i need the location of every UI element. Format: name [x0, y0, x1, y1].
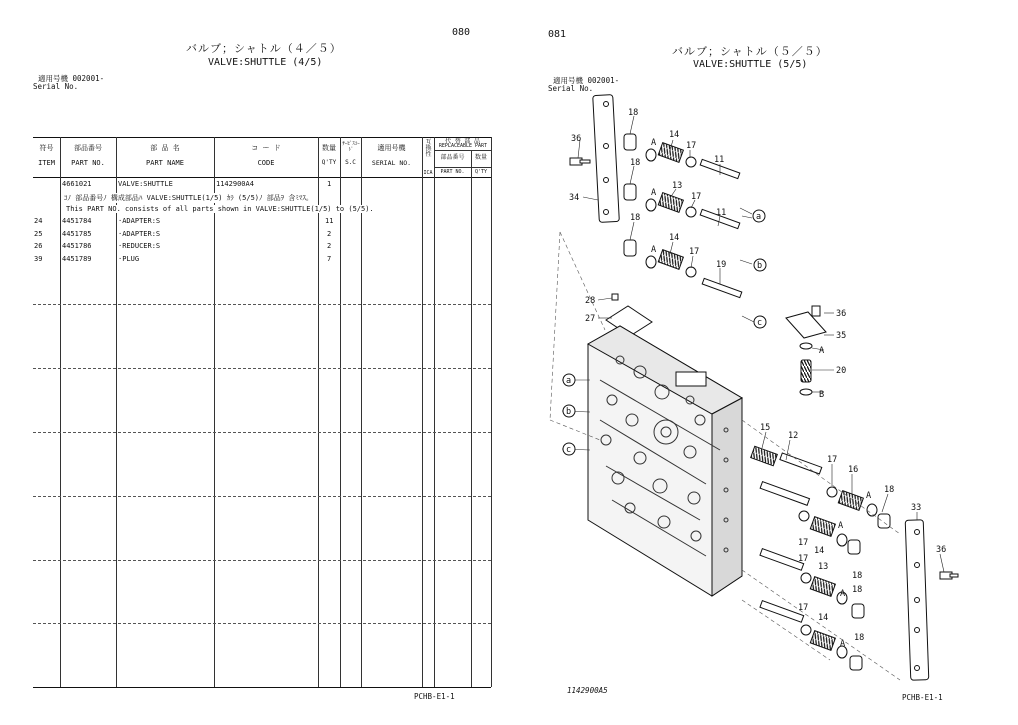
- callout-18: 18: [630, 213, 641, 223]
- right-footer-code: PCHB-E1-1: [902, 693, 943, 702]
- drawing-code: 1142900A5: [567, 686, 608, 695]
- callout-36: 36: [936, 545, 947, 555]
- row-part-no: 4451786: [62, 242, 92, 250]
- callout-17: 17: [689, 247, 700, 257]
- row-qty: 11: [325, 217, 334, 225]
- callout-18: 18: [852, 571, 863, 581]
- hdr-qty-jp: 数量: [322, 144, 336, 152]
- callout-11: 11: [714, 155, 725, 165]
- callout-B: B: [819, 390, 825, 400]
- callout-18: 18: [852, 585, 863, 595]
- left-footer-code: PCHB-E1-1: [414, 692, 455, 701]
- callout-A: A: [866, 491, 872, 501]
- callout-15: 15: [760, 423, 771, 433]
- callout-36: 36: [836, 309, 847, 319]
- hdr-repl-jp: 代 替 部 品: [445, 138, 480, 145]
- ref-a: a: [566, 376, 572, 386]
- hdr-repl-partno-jp: 部品番号: [440, 154, 465, 161]
- hdr-item-en: ITEM: [38, 159, 55, 167]
- callout-14: 14: [814, 546, 825, 556]
- hdr-qty-en: Q'TY: [321, 159, 337, 166]
- callout-16: 16: [848, 465, 859, 475]
- assembly-note-jp: ｺﾉ 部品番号ﾉ 構成部品ﾊ VALVE:SHUTTLE(1/5) ｶﾗ (5/5)ﾉ 部品ｦ 含ﾐﾏｽ。: [64, 194, 313, 202]
- hdr-ica-jp: 互換性: [425, 139, 432, 158]
- row-item: 25: [34, 230, 43, 238]
- hdr-partno-jp: 部品番号: [74, 144, 102, 152]
- callout-A: A: [840, 639, 846, 649]
- callout-28: 28: [585, 296, 596, 306]
- hdr-repl-qty-jp: 数量: [474, 154, 487, 161]
- ref-b: b: [757, 261, 763, 271]
- callout-35: 35: [836, 331, 847, 341]
- ref-c: c: [757, 318, 763, 328]
- hdr-repl-partno-en: PART NO.: [440, 169, 465, 175]
- callout-A: A: [651, 188, 657, 198]
- row-item: 39: [34, 255, 43, 263]
- hdr-serial-jp: 適用号機: [377, 144, 406, 152]
- callout-11: 11: [716, 208, 727, 218]
- plate-34: [593, 95, 620, 223]
- hdr-ica-en: ICA: [423, 170, 433, 176]
- callout-A: A: [819, 346, 825, 356]
- hdr-sc-jp: ｻｰﾋﾞｽｺｰﾄﾞ: [342, 141, 360, 153]
- right-page-number: 081: [548, 29, 567, 40]
- bolt-36-top: [570, 158, 590, 165]
- left-page-number: 080: [452, 27, 471, 38]
- callout-13: 13: [818, 562, 829, 572]
- callout-17: 17: [686, 141, 697, 151]
- callout-33: 33: [911, 503, 922, 513]
- callout-20: 20: [836, 366, 847, 376]
- hdr-serial-en: SERIAL NO.: [371, 159, 412, 167]
- hdr-sc-en: S.C: [345, 159, 356, 166]
- hdr-partname-jp: 部 品 名: [150, 144, 180, 152]
- row-item: 26: [34, 242, 43, 250]
- callout-36: 36: [571, 134, 582, 144]
- ref-c: c: [566, 445, 572, 455]
- row-part-no: 4451789: [62, 255, 92, 263]
- row-item: 24: [34, 217, 43, 225]
- hdr-code-jp: コ ー ド: [251, 144, 281, 152]
- ref-b: b: [566, 407, 572, 417]
- left-title-en: VALVE:SHUTTLE (4/5): [208, 57, 323, 68]
- right-title-jp: バルブ；シャトル（５／５）: [672, 45, 828, 58]
- callout-17: 17: [798, 603, 809, 613]
- callout-27: 27: [585, 314, 596, 324]
- callout-18: 18: [630, 158, 641, 168]
- callout-A: A: [840, 589, 846, 599]
- callout-17: 17: [827, 455, 838, 465]
- row-part-name: ·PLUG: [118, 255, 140, 263]
- row-part-name: ·ADAPTER:S: [118, 217, 161, 225]
- row-part-no: 4451785: [62, 230, 92, 238]
- callout-17: 17: [798, 538, 809, 548]
- callout-34: 34: [569, 193, 580, 203]
- left-title-jp: バルブ；シャトル（４／５）: [186, 42, 342, 55]
- plate-33: [905, 520, 929, 681]
- assembly-code: 1142900A4: [216, 180, 254, 188]
- shuttle-right-4: [760, 601, 865, 670]
- callout-14: 14: [669, 233, 680, 243]
- right-serial-label: 適用号機 002001-: [553, 76, 620, 85]
- left-serial-label: 適用号機 002001-: [38, 74, 105, 83]
- callout-17: 17: [798, 554, 809, 564]
- callout-14: 14: [669, 130, 680, 140]
- hdr-partno-en: PART NO.: [71, 159, 105, 167]
- callout-A: A: [651, 245, 657, 255]
- valve-body: [588, 326, 742, 596]
- hdr-item-jp: 符号: [39, 144, 54, 152]
- callout-19: 19: [716, 260, 727, 270]
- assembly-part-name: VALVE:SHUTTLE: [118, 180, 173, 188]
- hdr-code-en: CODE: [257, 159, 275, 167]
- right-title-en: VALVE:SHUTTLE (5/5): [693, 59, 808, 70]
- assembly-note-en: This PART NO. consists of all parts shown in VALVE:SHUTTLE(1/5) to (5/5).: [66, 205, 374, 213]
- right-serial-label-en: Serial No.: [548, 84, 594, 93]
- callout-A: A: [838, 521, 844, 531]
- callout-14: 14: [818, 613, 829, 623]
- callout-18: 18: [628, 108, 639, 118]
- row-part-name: ·REDUCER:S: [118, 242, 161, 250]
- row-qty: 2: [327, 242, 332, 250]
- assembly-part-no: 4661021: [62, 180, 92, 188]
- row-part-no: 4451784: [62, 217, 92, 225]
- callout-18: 18: [854, 633, 865, 643]
- bolt-36-right: [940, 572, 958, 579]
- callout-A: A: [651, 138, 657, 148]
- row-part-name: ·ADAPTER:S: [118, 230, 161, 238]
- ref-a: a: [756, 212, 762, 222]
- row-qty: 7: [327, 255, 332, 263]
- callout-12: 12: [788, 431, 799, 441]
- hdr-partname-en: PART NAME: [146, 159, 184, 167]
- hdr-repl-en: REPLACEABLE PART: [438, 143, 488, 149]
- callout-18: 18: [884, 485, 895, 495]
- hdr-repl-qty-en: Q'TY: [474, 169, 488, 175]
- callout-17: 17: [691, 192, 702, 202]
- row-qty: 2: [327, 230, 332, 238]
- left-serial-label-en: Serial No.: [33, 82, 79, 91]
- callout-13: 13: [672, 181, 683, 191]
- assembly-qty: 1: [327, 180, 332, 188]
